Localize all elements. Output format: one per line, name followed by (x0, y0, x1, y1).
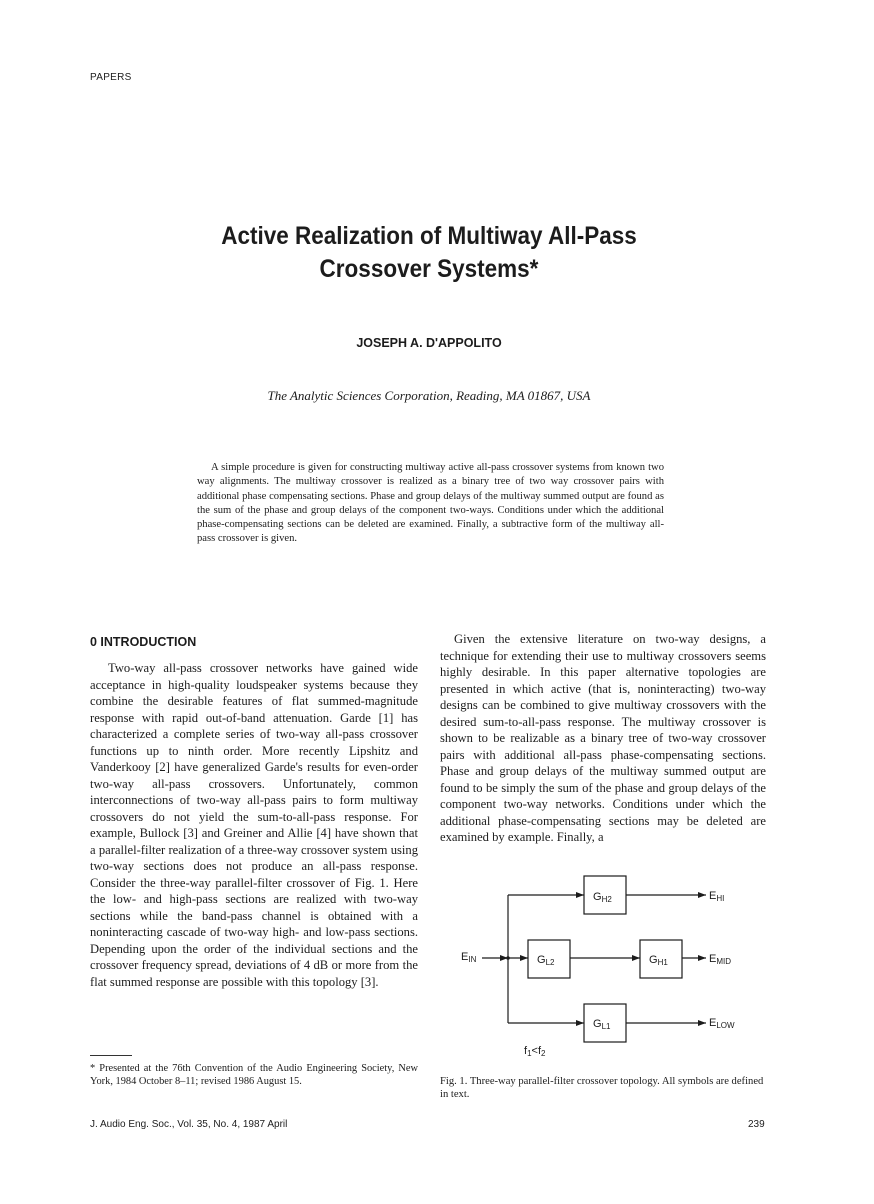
label-gl1: GL1 (593, 1018, 611, 1031)
junction-dot (506, 956, 510, 960)
label-output-low: ELOW (709, 1017, 735, 1030)
paper-title (43, 220, 815, 286)
label-input: EIN (461, 951, 477, 964)
section-label: PAPERS (90, 72, 132, 83)
journal-reference: J. Audio Eng. Soc., Vol. 35, No. 4, 1987 April (90, 1119, 288, 1130)
label-gh2: GH2 (593, 891, 612, 904)
author-name: JOSEPH A. D'APPOLITO (356, 336, 502, 350)
section-heading: 0 INTRODUCTION (90, 635, 197, 649)
label-output-mid: EMID (709, 953, 732, 966)
body-text-left-column: Two-way all-pass crossover networks have gained wide acceptance in high-quality loudspeaker systems because they combine the desirable features of flat summed-magnitude response with rapid out-of-band attenuation. Garde [1] has characterized a complete series of two-way all-pass crossover functions up to ninth order. More recently Lipshitz and Vanderkooy [2] have generalized Garde's results for even-order two-way all-pass crossovers. Unfortunately, common interconnections of two-way all-pass pairs to form multiway crossovers do not yield the sum-to-all-pass response. For example, Bullock [3] and Greiner and Allie [4] have shown that a parallel-filter realization of a three-way crossover system using two-way sections does not produce an all-pass response. Consider the three-way parallel-filter crossover of Fig. 1. Here the low- and high-pass sections are realized with two-way sections while the band-pass channel is obtained with a noninteracting cascade of two-way high- and low-pass sections. Depending upon the order of the individual sections and the crossover frequency spread, deviations of 4 dB or more from the flat summed response are possible with this topology [3]. (90, 661, 418, 989)
label-gl2: GL2 (537, 954, 555, 967)
label-gh1: GH1 (649, 954, 668, 967)
crossover-block-diagram (450, 868, 770, 1068)
footnote-divider (90, 1055, 132, 1056)
title-line-2: Crossover Systems* (319, 255, 539, 283)
author-affiliation: The Analytic Sciences Corporation, Reading, MA 01867, USA (267, 388, 591, 403)
abstract: A simple procedure is given for constructing multiway active all-pass crossover systems from known two way alignments. The multiway crossover is realized as a binary tree of two way crossover pairs with additional phase compensating sections. Phase and group delays of the multiway summed output are found as the sum of the phase and group delays of the component two-ways. Conditions under which the additional phase-compensating sections can be deleted are examined. Finally, a subtractive form of the multiway all-pass crossover is given. (197, 462, 664, 545)
label-output-hi: EHI (709, 890, 725, 903)
page-number: 239 (748, 1119, 765, 1130)
title-line-1: Active Realization of Multiway All-Pass (221, 222, 637, 250)
frequency-condition: f1<f2 (524, 1045, 546, 1058)
footnote: * Presented at the 76th Convention of the Audio Engineering Society, New York, 1984 October 8–11; revised 1986 August 15. (90, 1063, 418, 1087)
figure-caption: Fig. 1. Three-way parallel-filter crossover topology. All symbols are defined in text. (440, 1076, 764, 1100)
body-text-right-column: Given the extensive literature on two-way designs, a technique for extending their use to multiway crossovers seems highly desirable. In this paper alternative topologies are presented in which active (that is, noninteracting) two-way designs can be combined to give multiway crossovers with the desired sum-to-all-pass response. The multiway crossover is shown to be realizable as a binary tree of two-way crossover pairs with additional all-pass phase-compensating sections. Phase and group delays of the multiway summed output are found to be simply the sum of the phase and group delays of the component two-way networks. Conditions under which the additional phase-compensating sections may be deleted are examined by example. Finally, a (440, 632, 766, 844)
